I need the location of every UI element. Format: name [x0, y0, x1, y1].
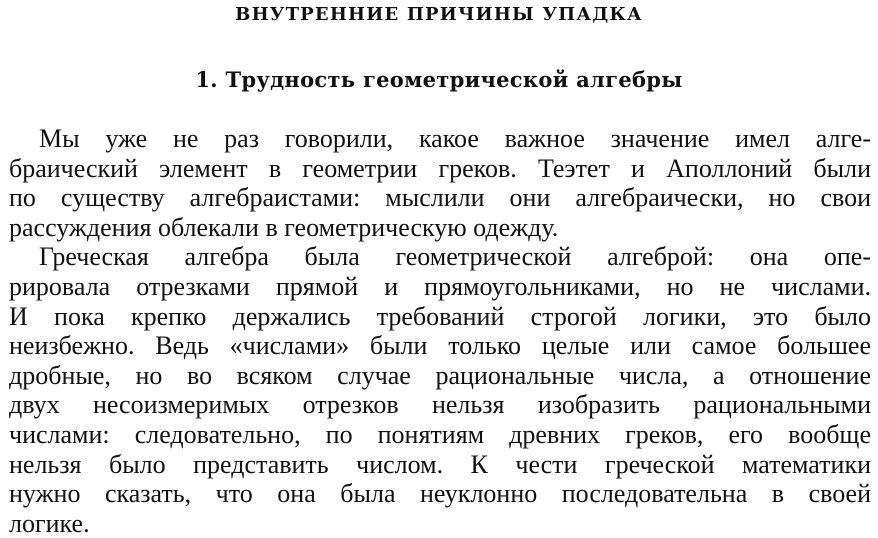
text-line: рировала отрезками прямой и прямоугольниками, но не числами. [9, 271, 871, 301]
text-line: логике. [9, 508, 90, 538]
text-line: Греческая алгебра была геометрической алгеброй: она опе- [39, 242, 871, 272]
paragraph-2 [9, 242, 871, 538]
text-line: дробные, но во всяком случае рациональные числа, а отношение [9, 360, 871, 390]
text-line: браический элемент в геометрии греков. Теэтет и Аполлоний были [9, 153, 871, 183]
text-line: двух несоизмеримых отрезков нельзя изобразить рациональными [9, 390, 871, 420]
body-text [9, 124, 871, 538]
paragraph-1 [9, 124, 871, 242]
text-line: неизбежно. Ведь «числами» были только целые или самое большее [9, 331, 871, 361]
text-line: И пока крепко держались требований строгой логики, это было [9, 301, 871, 331]
text-line: числами: следовательно, по понятиям древних греков, его вообще [9, 419, 871, 449]
section-title: 1. Трудность геометрической алгебры [195, 67, 683, 92]
text-line: нельзя было представить числом. К чести греческой математики [9, 449, 871, 479]
text-line: рассуждения облекали в геометрическую одежду. [9, 212, 559, 242]
text-line: Мы уже не раз говорили, какое важное значение имел алге- [39, 124, 871, 153]
text-line: по существу алгебраистами: мыслили они алгебраически, но свои [9, 183, 871, 213]
chapter-title: ВНУТРЕННИЕ ПРИЧИНЫ УПАДКА [235, 4, 643, 25]
text-line: нужно сказать, что она была неуклонно последовательна в своей [9, 479, 871, 509]
